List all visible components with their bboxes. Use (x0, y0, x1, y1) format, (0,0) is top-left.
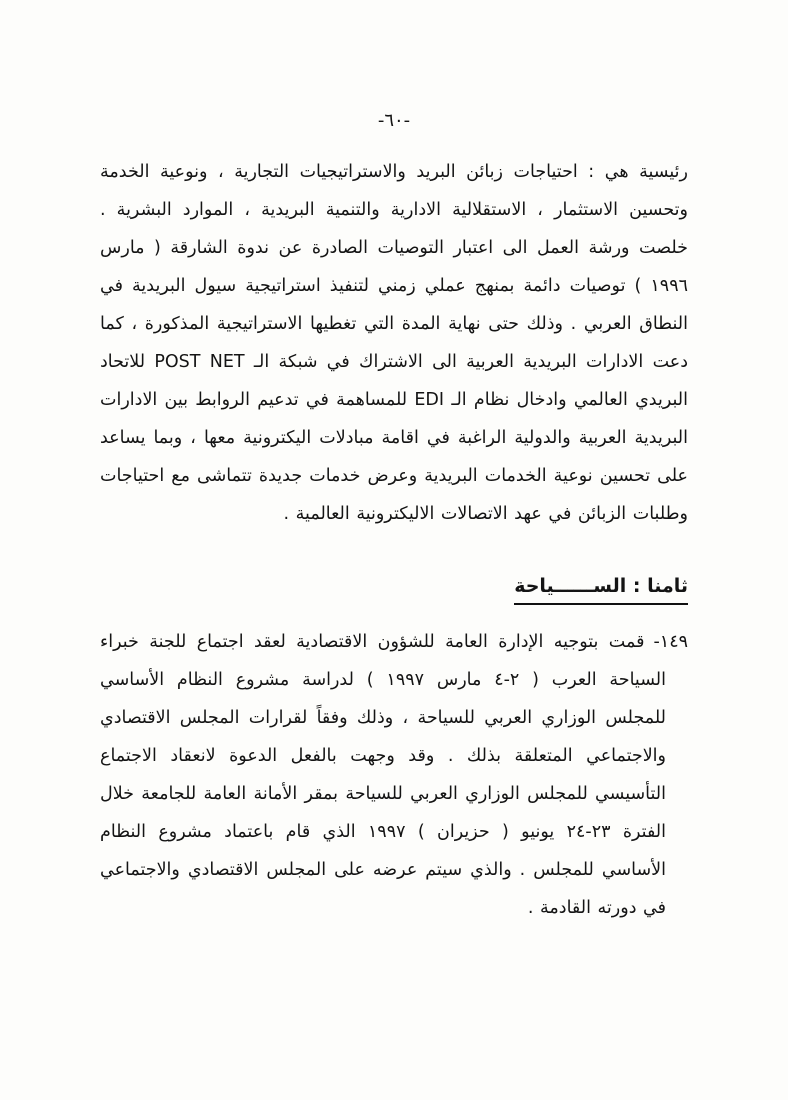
page-content (0, 153, 788, 927)
tourism-section-heading: ثامنا : الســــــياحة (514, 573, 688, 605)
item-149-number: ١٤٩- (653, 632, 688, 652)
intro-paragraph: رئيسية هي : احتياجات زبائن البريد والاستراتيجيات التجارية ، ونوعية الخدمة وتحسين الاستثمار ، الاستقلالية الادارية والتنمية البريدية ، الموارد البشرية . خلصت ورشة العمل الى اعتبار التوصيات الصادرة عن ندوة الشارقة ( مارس ١٩٩٦ ) توصيات دائمة بمنهج عملي زمني لتنفيذ استراتيجية سيول البريدية في النطاق العربي . وذلك حتى نهاية المدة التي تغطيها الاستراتيجية المذكورة ، كما دعت الادارات البريدية العربية الى الاشتراك في شبكة الـ POST NET للاتحاد البريدي العالمي وادخال نظام الـ EDI للمساهمة في تدعيم الروابط بين الادارات البريدية العربية والدولية الراغبة في اقامة مبادلات اليكترونية معها ، وبما يساعد على تحسين نوعية الخدمات البريدية وعرض خدمات جديدة تتماشى مع احتياجات وطلبات الزبائن في عهد الاتصالات الاليكترونية العالمية . (100, 162, 688, 524)
page-number: -٦٠- (377, 110, 411, 131)
item-149-text: قمت بتوجيه الإدارة العامة للشؤون الاقتصادية لعقد اجتماع للجنة خبراء السياحة العرب ( ٢-٤ مارس ١٩٩٧ ) لدراسة مشروع النظام الأساسي للمجلس الوزاري العربي للسياحة ، وذلك وفقاً لقرارات المجلس الاقتصادي والاجتماعي المتعلقة بذلك . وقد وجهت بالفعل الدعوة لانعقاد الاجتماع التأسيسي للمجلس الوزاري العربي للسياحة بمقر الأمانة العامة للجامعة خلال الفترة ٢٣-٢٤ يونيو ( حزيران ) ١٩٩٧ الذي قام باعتماد مشروع النظام الأساسي للمجلس . والذي سيتم عرضه على المجلس الاقتصادي والاجتماعي في دورته القادمة . (100, 632, 667, 918)
list-item-149 (100, 623, 688, 927)
tourism-section-heading-row (100, 573, 688, 605)
